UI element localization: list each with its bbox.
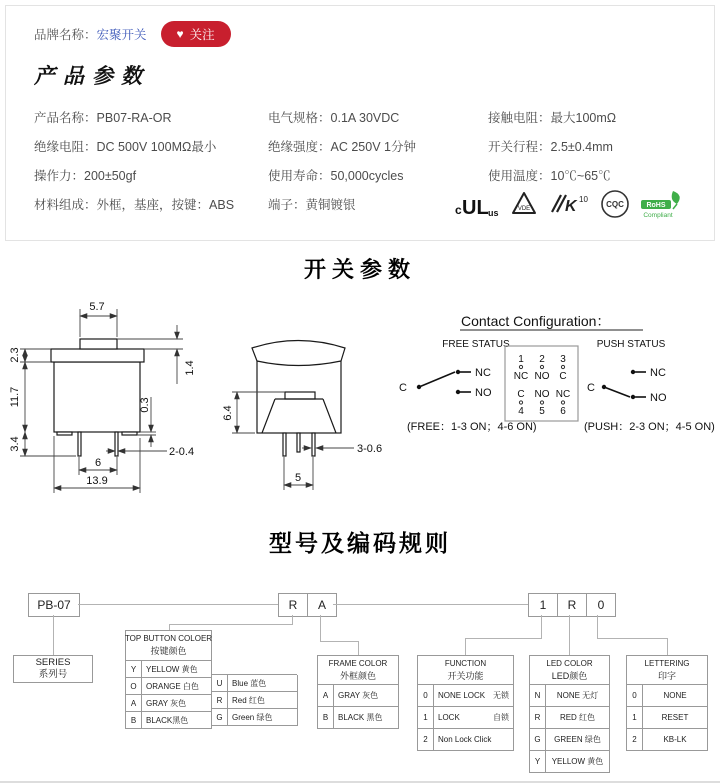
param-item: 电气规格：0.1A 30VDC [268,110,400,125]
function-table [417,655,514,751]
table-row: G Green 绿色 [212,708,297,725]
series-table [13,655,93,683]
common-terminal-label: C [587,382,595,394]
code-cell: 1 [528,593,558,617]
connector-line [320,615,321,641]
connector-line [333,604,528,605]
code-cell: PB-07 [28,593,80,617]
coding-diagram [0,559,720,783]
follow-button[interactable] [161,21,231,47]
ul-certification-icon [454,189,500,219]
connector-line [597,615,598,638]
rohs-certification-icon [640,189,684,219]
ul-label: UL [462,196,489,219]
table-row: A GRAY 灰色 [318,684,398,706]
front-view-drawing [222,341,382,491]
connector-line [597,638,668,639]
table-row: R RED 红色 [530,706,609,728]
switch-pin [297,433,300,452]
code-cell: A [307,593,337,617]
nc-terminal-label: NC [650,367,666,379]
table-row: R Red 红色 [212,691,297,708]
pin-terminal-dot [519,365,522,368]
dim-label: 3.4 [9,436,21,452]
table-header: FRAME COLOR 外框颜色 [328,658,388,681]
pin-function-label: NO [534,389,550,400]
code-cell: 0 [586,593,616,617]
dim-label: 3-0.6 [357,443,383,455]
table-header: LED COLOR LED颜色 [546,658,593,681]
param-item: 绝缘电阻：DC 500V 100MΩ最小 [34,139,217,154]
side-view-drawing [9,301,196,493]
pin-function-label: NC [555,389,571,400]
ul-c-label: c [455,202,462,217]
connector-line [569,615,570,655]
product-params-heading: 产品参数 [34,63,150,88]
pin-function-label: C [517,389,525,400]
pin-function-label: NC [513,371,529,382]
cqc-label: CQC [606,199,624,209]
no-terminal-label: NO [475,387,492,399]
contact-dot [456,370,460,374]
connector-line [292,615,293,624]
no-terminal-label: NO [650,392,667,404]
table-header: FUNCTION 开关功能 [444,658,487,681]
param-item: 绝缘强度：AC 250V 1分钟 [268,139,416,154]
pin-number: 2 [539,354,545,365]
moving-contact-line [419,372,455,387]
contact-dot [631,395,635,399]
free-note: (FREE：1-3 ON；4-6 ON) [407,421,537,433]
product-param-card [5,5,715,241]
code-cell: R [278,593,308,617]
free-status-label: FREE STATUS [442,339,510,350]
push-status-label: PUSH STATUS [596,339,666,350]
dim-label: 5 [294,472,302,484]
pin-number: 4 [518,406,524,417]
k10-label: 10 [579,194,588,204]
dim-label: 5.7 [89,301,105,313]
table-row: Y YELLOW 黄色 [126,660,211,677]
table-row: G GREEN 绿色 [530,728,609,750]
table-row: 0 NONE [627,684,707,706]
dim-label: 0.3 [139,397,151,413]
option-code-boxes [528,593,616,617]
pin-terminal-dot [561,401,564,404]
dim-label: 6 [94,457,102,469]
series-code-box [28,593,80,617]
switch-foot [57,432,72,435]
switch-button [80,339,117,349]
moving-contact-line [604,387,630,397]
dim-label: 6.4 [222,405,234,421]
model-coding-title: 型号及编码规则 [269,530,451,556]
connector-line [465,638,542,639]
table-row: N NONE 无灯 [530,684,609,706]
connector-line [53,615,54,655]
connector-line [169,624,293,625]
switch-cap [252,341,345,366]
table-row: 0 NONE LOCK 无锁 [418,684,513,706]
push-note: (PUSH：2-3 ON；4-5 ON) [584,421,715,433]
pin-number: 3 [560,354,566,365]
pin-terminal-dot [519,401,522,404]
pin-number: 1 [518,354,524,365]
param-item: 产品名称：PB07-RA-OR [34,110,172,125]
connector-line [358,641,359,655]
switch-body [54,362,140,432]
contact-dot [456,390,460,394]
vde-certification-icon [510,190,538,218]
switch-body-front [257,361,341,433]
table-row: U Blue 蓝色 [212,674,297,691]
table-row: 1 LOCK 自锁 [418,706,513,728]
cqc-certification-icon [600,189,630,219]
pin-terminal-dot [561,365,564,368]
param-item: 接触电阻：最大100mΩ [488,110,617,125]
contact-config-title: Contact Configuration： [461,313,611,329]
table-row: B BLACK黑色 [126,711,211,728]
nc-terminal-label: NC [475,367,491,379]
table-row: 1 RESET [627,706,707,728]
contact-configuration [399,313,715,433]
leaf-stem [673,204,677,209]
table-row: O ORANGE 白色 [126,677,211,694]
brand-name-link[interactable]: 宏聚开关 [96,28,147,42]
pin-number: 6 [560,406,566,417]
rohs-label: RoHS [646,201,666,209]
contact-dot [631,370,635,374]
code-cell: R [557,593,587,617]
connector-line [667,638,668,655]
switch-pin [312,433,315,456]
product-param-grid [34,102,714,218]
switch-pin [283,433,286,456]
param-item: 材料组成：外框，基座，按键：ABS [34,197,235,212]
pin-number: 5 [539,406,545,417]
heart-icon: ♥ [176,27,184,41]
lettering-table [626,655,708,751]
table-header: TOP BUTTON COLOER 按键颜色 [124,634,213,656]
param-item: 使用寿命：50,000cycles [268,168,404,183]
table-row: B BLACK 黑色 [318,706,398,728]
switch-flange [51,349,144,362]
table-row: A GRAY 灰色 [126,694,211,711]
frame-color-table [317,655,399,729]
switch-pin [78,432,81,456]
param-item: 使用温度：10℃~65℃ [488,168,611,183]
table-row: Y YELLOW 黄色 [530,750,609,772]
dimension-drawings [0,289,720,517]
ul-us-label: us [488,207,499,218]
table-row: 2 KB-LK [627,728,707,750]
pin-terminal-dot [540,401,543,404]
pin-function-label: C [559,371,567,382]
led-color-table [529,655,610,773]
leaf-icon [672,191,680,204]
connector-line [465,638,466,655]
switch-pin [115,432,118,456]
rohs-compliant-label: Compliant [643,211,673,219]
dim-label: 1.4 [184,360,196,376]
color-code-boxes [278,593,337,617]
switch-foot [122,432,137,435]
dim-label: 13.9 [86,475,108,487]
param-item: 端子：黄铜镀银 [268,197,356,212]
pin-terminal-dot [540,365,543,368]
pin-function-label: NO [534,371,550,382]
top-button-color-table [125,630,212,729]
dim-label: 2-0.4 [169,446,195,458]
param-item: 操作力：200±50gf [34,168,137,183]
brand-row [34,22,714,46]
follow-button-label: 关注 [189,28,215,42]
param-item: 开关行程：2.5±0.4mm [488,139,613,154]
connector-line [320,641,359,642]
series-label: SERIES [35,657,71,668]
k10-certification-icon [548,190,590,218]
dim-label: 11.7 [9,386,21,408]
vde-label: VDE [517,205,531,212]
dim-label: 2.3 [9,347,21,363]
table-header: LETTERING 印字 [644,658,690,681]
series-label-cn: 系列号 [38,669,68,680]
k-letter: K [565,197,577,215]
connector-line [541,615,542,638]
common-terminal-label: C [399,382,407,394]
certification-badges [454,189,714,219]
brand-label: 品牌名称： [34,28,97,42]
k-chevrons [552,195,566,212]
connector-line [78,604,278,605]
table-row: 2 Non Lock Click [418,728,513,750]
top-button-color-table-col2 [211,675,298,726]
switch-params-title: 开关参数 [303,257,416,282]
